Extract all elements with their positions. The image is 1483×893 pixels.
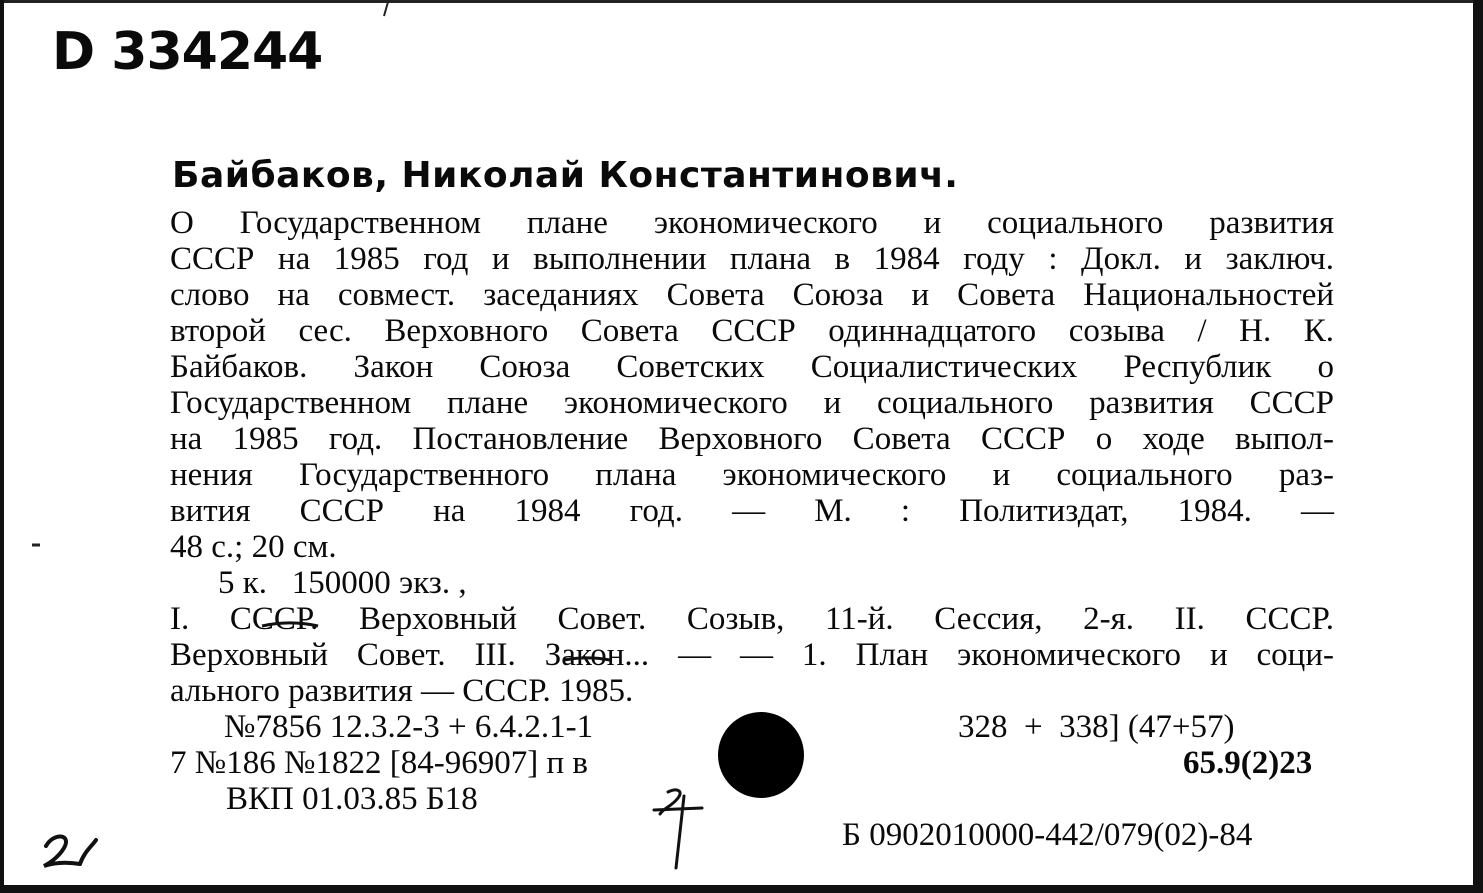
underline-mark [260, 620, 320, 630]
handwritten-initial [650, 780, 720, 875]
subject-line-last: ального развития — СССР. 1985. [170, 673, 634, 709]
card-edge-right [1473, 0, 1483, 893]
codes-left-line: ВКП 01.03.85 Б18 [226, 781, 478, 817]
subject-line: Верховный Совет. III. Закон... — — 1. План экономического и соци- [170, 637, 1334, 673]
subject-line: I. СССР. Верховный Совет. Созыв, 11-й. Сессия, 2-я. II. СССР. [170, 601, 1334, 637]
description-line: на 1985 год. Постановление Верховного Совета СССР о ходе выпол- [170, 421, 1334, 457]
classification-code: 65.9(2)23 [1183, 745, 1313, 781]
description-line: слово на совмест. заседаниях Совета Союза и Совета Национальностей [170, 277, 1334, 313]
call-number: D 334244 [52, 22, 323, 82]
card-edge-bottom [0, 885, 1483, 893]
punched-hole [718, 712, 804, 798]
handwritten-mark [40, 828, 100, 872]
description-line: вития СССР на 1984 год. — М. : Политиздат, 1984. — [170, 493, 1334, 529]
description-line: СССР на 1985 год и выполнении плана в 1984 году : Докл. и заключ. [170, 241, 1334, 277]
underline-mark [562, 655, 612, 665]
description-line: О Государственном плане экономического и социального развития [170, 205, 1334, 241]
author-heading: Байбаков, Николай Константинович. [172, 155, 959, 196]
description-line: Байбаков. Закон Союза Советских Социалистических Республик о [170, 349, 1334, 385]
description-line: Государственном плане экономического и социального развития СССР [170, 385, 1334, 421]
codes-right-line: 328 + 338] (47+57) [958, 709, 1235, 745]
card-edge-left [0, 0, 4, 893]
price-line: 5 к. 150000 экз. , [218, 565, 467, 601]
description-line: нения Государственного плана экономического и социального раз- [170, 457, 1334, 493]
card-edge-top [0, 0, 1483, 3]
codes-left-line: №7856 12.3.2-3 + 6.4.2.1-1 [224, 709, 594, 745]
stray-mark [380, 0, 392, 20]
codes-left-line: 7 №186 №1822 [84-96907] п в [170, 745, 588, 781]
isbn-line: Б 0902010000-442/079(02)-84 [842, 817, 1253, 853]
stray-mark [30, 540, 42, 550]
description-line-last: 48 с.; 20 см. [170, 529, 337, 565]
description-line: второй сес. Верховного Совета СССР одиннадцатого созыва / Н. К. [170, 313, 1334, 349]
